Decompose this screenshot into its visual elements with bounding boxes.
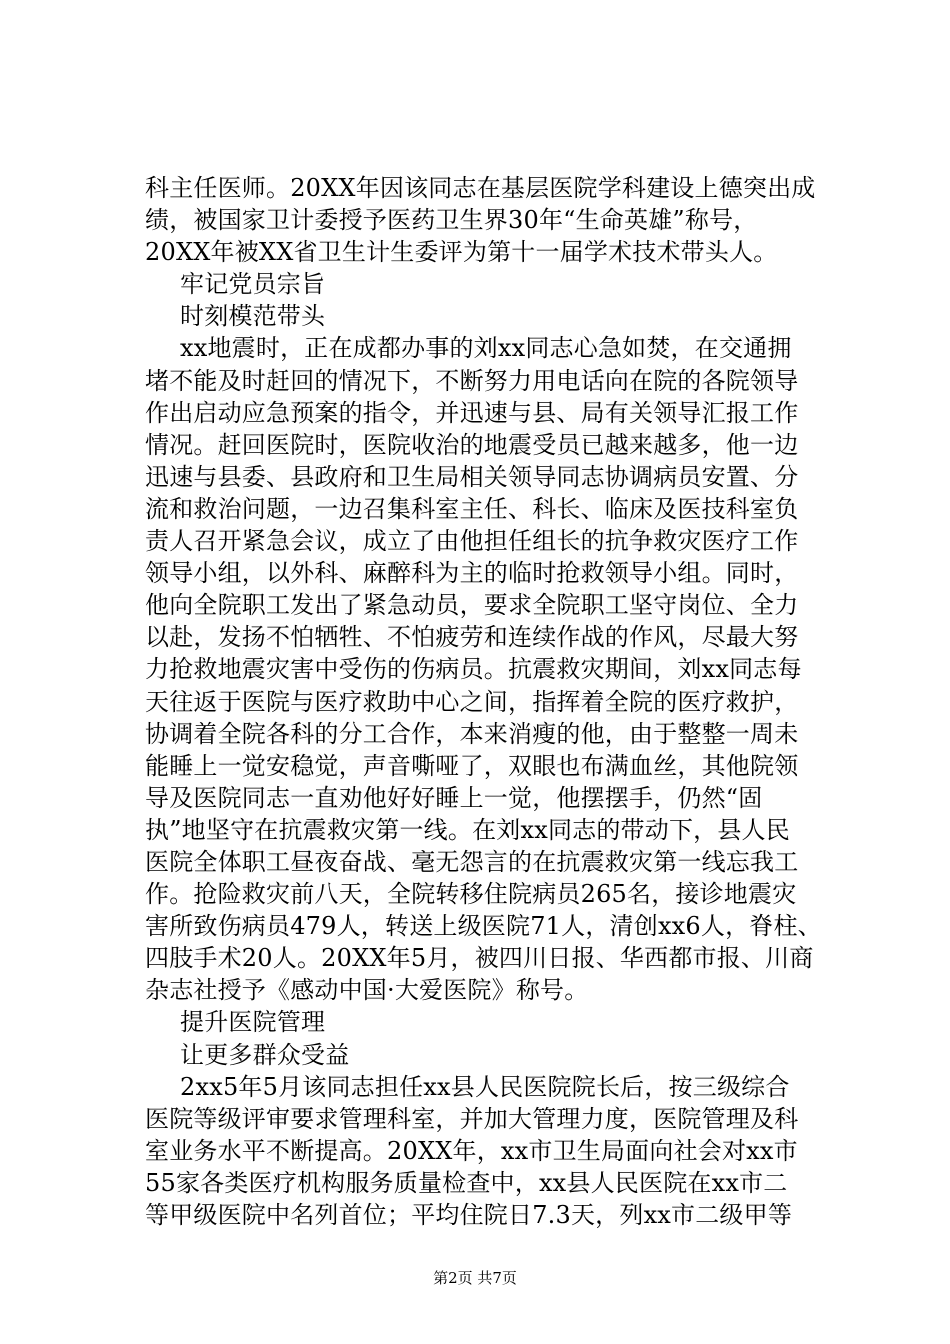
text-line: 杂志社授予《感动中国·大爱医院》称号。 (145, 976, 589, 1005)
text-line: 情况。赶回医院时，医院收治的地震受员已越来越多，他一边 (145, 430, 799, 459)
text-line: 医院全体职工昼夜奋战、毫无怨言的在抗震救灾第一线忘我工 (145, 847, 799, 876)
text-line: 责人召开紧急会议，成立了由他担任组长的抗争救灾医疗工作 (145, 527, 799, 556)
text-line: 执”地坚守在抗震救灾第一线。在刘xx同志的带动下，县人民 (145, 815, 790, 844)
text-line: 力抢救地震灾害中受伤的伤病员。抗震救灾期间，刘xx同志每 (145, 655, 802, 684)
text-line: 流和救治问题，一边召集科室主任、科长、临床及医技科室负 (145, 494, 799, 523)
text-line: 他向全院职工发出了紧急动员，要求全院职工坚守岗位、全力 (145, 591, 799, 620)
text-line: 牢记党员宗旨 (180, 270, 326, 299)
text-line: 天往返于医院与医疗救助中心之间，指挥着全院的医疗救护， (145, 687, 799, 716)
text-line: 时刻模范带头 (180, 302, 326, 331)
text-line: 能睡上一觉安稳觉，声音嘶哑了，双眼也布满血丝，其他院领 (145, 751, 799, 780)
document-body (145, 172, 835, 1231)
text-line: 导及医院同志一直劝他好好睡上一觉，他摆摆手，仍然“固 (145, 783, 763, 812)
text-line: 等甲级医院中名列首位；平均住院日7.3天，列xx市二级甲等 (145, 1201, 793, 1229)
text-line: 20XX年被XX省卫生计生委评为第十一届学术技术带头人。 (145, 238, 778, 267)
text-line: 室业务水平不断提高。20XX年，xx市卫生局面向社会对xx市 (145, 1136, 798, 1165)
text-line: 害所致伤病员479人，转送上级医院71人，清创xx6人，脊柱、 (145, 912, 822, 941)
text-line: 堵不能及时赶回的情况下，不断努力用电话向在院的各院领导 (145, 366, 799, 395)
text-line: 让更多群众受益 (180, 1040, 350, 1069)
text-line: 提升医院管理 (180, 1008, 326, 1037)
text-line: 医院等级评审要求管理科室，并加大管理力度，医院管理及科 (145, 1104, 799, 1133)
text-line: 领导小组，以外科、麻醉科为主的临时抢救领导小组。同时， (145, 559, 799, 588)
text-line: 四肢手术20人。20XX年5月，被四川日报、华西都市报、川商 (145, 944, 814, 973)
text-line: 科主任医师。20XX年因该同志在基层医院学科建设上德突出成 (145, 174, 816, 202)
text-line: 作出启动应急预案的指令，并迅速与县、局有关领导汇报工作 (145, 398, 799, 427)
text-line: xx地震时，正在成都办事的刘xx同志心急如焚，在交通拥 (180, 334, 792, 363)
page-footer: 第2页 共7页 (433, 1269, 517, 1287)
text-line: 2xx5年5月该同志担任xx县人民医院院长后，按三级综合 (180, 1072, 790, 1101)
text-line: 作。抢险救灾前八天，全院转移住院病员265名，接诊地震灾 (145, 880, 797, 909)
text-line: 以赴，发扬不怕牺牲、不怕疲劳和连续作战的作风，尽最大努 (145, 623, 799, 652)
text-line: 绩，被国家卫计委授予医药卫生界30年“生命英雄”称号， (145, 206, 758, 235)
text-line: 协调着全院各科的分工合作，本来消瘦的他，由于整整一周未 (145, 719, 799, 748)
text-line: 迅速与县委、县政府和卫生局相关领导同志协调病员安置、分 (145, 462, 799, 491)
text-line: 55家各类医疗机构服务质量检查中，xx县人民医院在xx市二 (145, 1168, 788, 1197)
